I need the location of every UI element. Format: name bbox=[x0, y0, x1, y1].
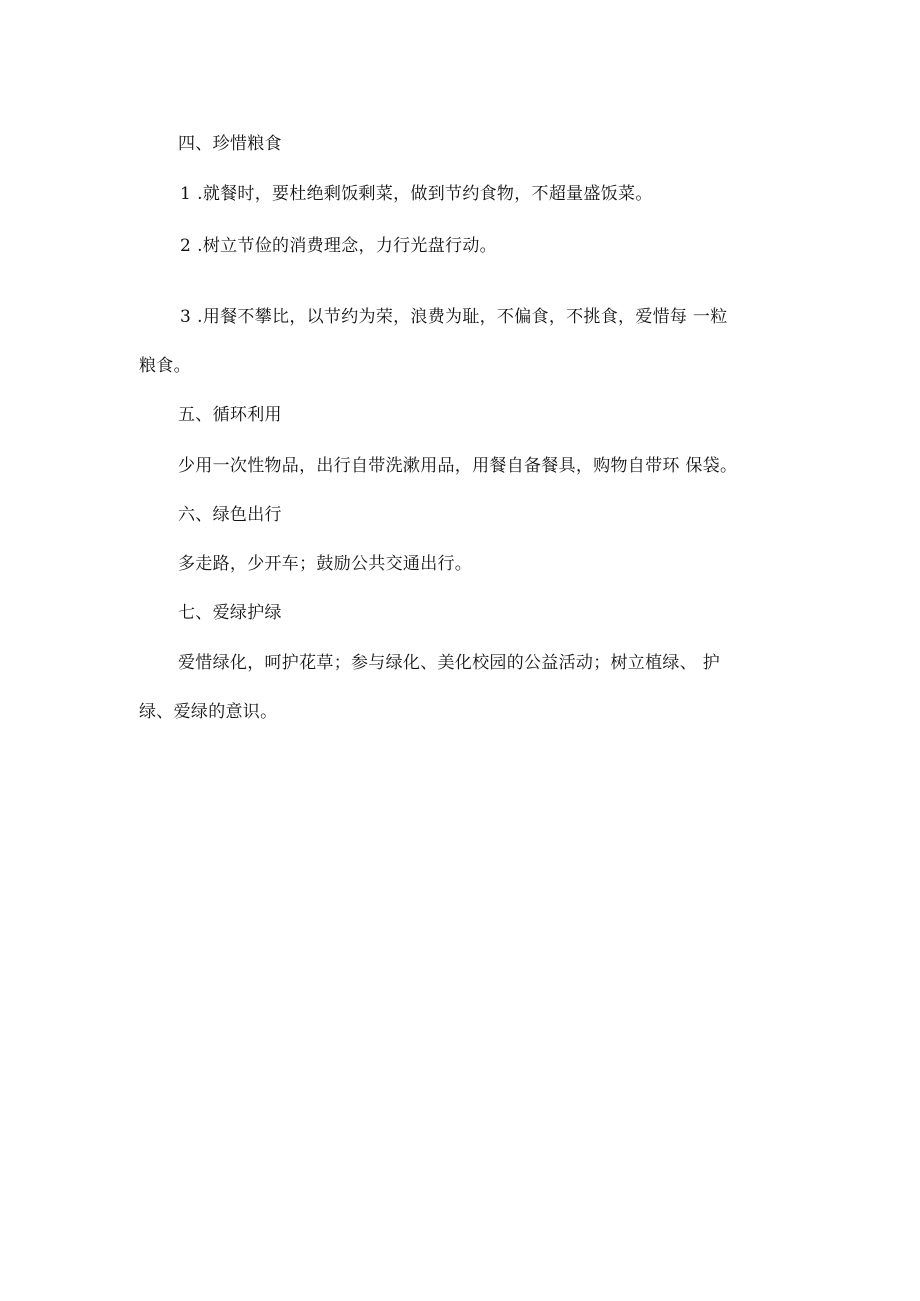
section-heading-cherish-food: 四、珍惜粮食 bbox=[178, 134, 282, 154]
section-body-recycle: 少用一次性物品，出行自带洗漱用品，用餐自备餐具，购物自带环 保袋。 bbox=[178, 456, 738, 476]
item-text: .树立节俭的消费理念，力行光盘行动。 bbox=[197, 236, 497, 256]
list-item bbox=[180, 183, 653, 205]
section-heading-recycle: 五、循环利用 bbox=[178, 405, 282, 425]
list-item bbox=[180, 235, 497, 257]
item-number: 2 bbox=[180, 236, 192, 256]
section-heading-green-travel: 六、绿色出行 bbox=[178, 505, 282, 525]
section-body-green-travel: 多走路，少开车；鼓励公共交通出行。 bbox=[178, 554, 473, 574]
section-body-protect-green-continuation: 绿、爱绿的意识。 bbox=[139, 702, 278, 722]
item-text: .就餐时，要杜绝剩饭剩菜，做到节约食物，不超量盛饭菜。 bbox=[197, 184, 653, 204]
item-number: 1 bbox=[180, 184, 192, 204]
item-text: .用餐不攀比，以节约为荣，浪费为耻，不偏食，不挑食，爱惜每 一粒 bbox=[197, 307, 728, 327]
section-heading-protect-green: 七、爱绿护绿 bbox=[178, 603, 282, 623]
item-number: 3 bbox=[180, 307, 192, 327]
list-item-continuation: 粮食。 bbox=[139, 356, 191, 376]
list-item bbox=[180, 306, 728, 328]
section-body-protect-green: 爱惜绿化，呵护花草；参与绿化、美化校园的公益活动；树立植绿、 护 bbox=[178, 653, 721, 673]
